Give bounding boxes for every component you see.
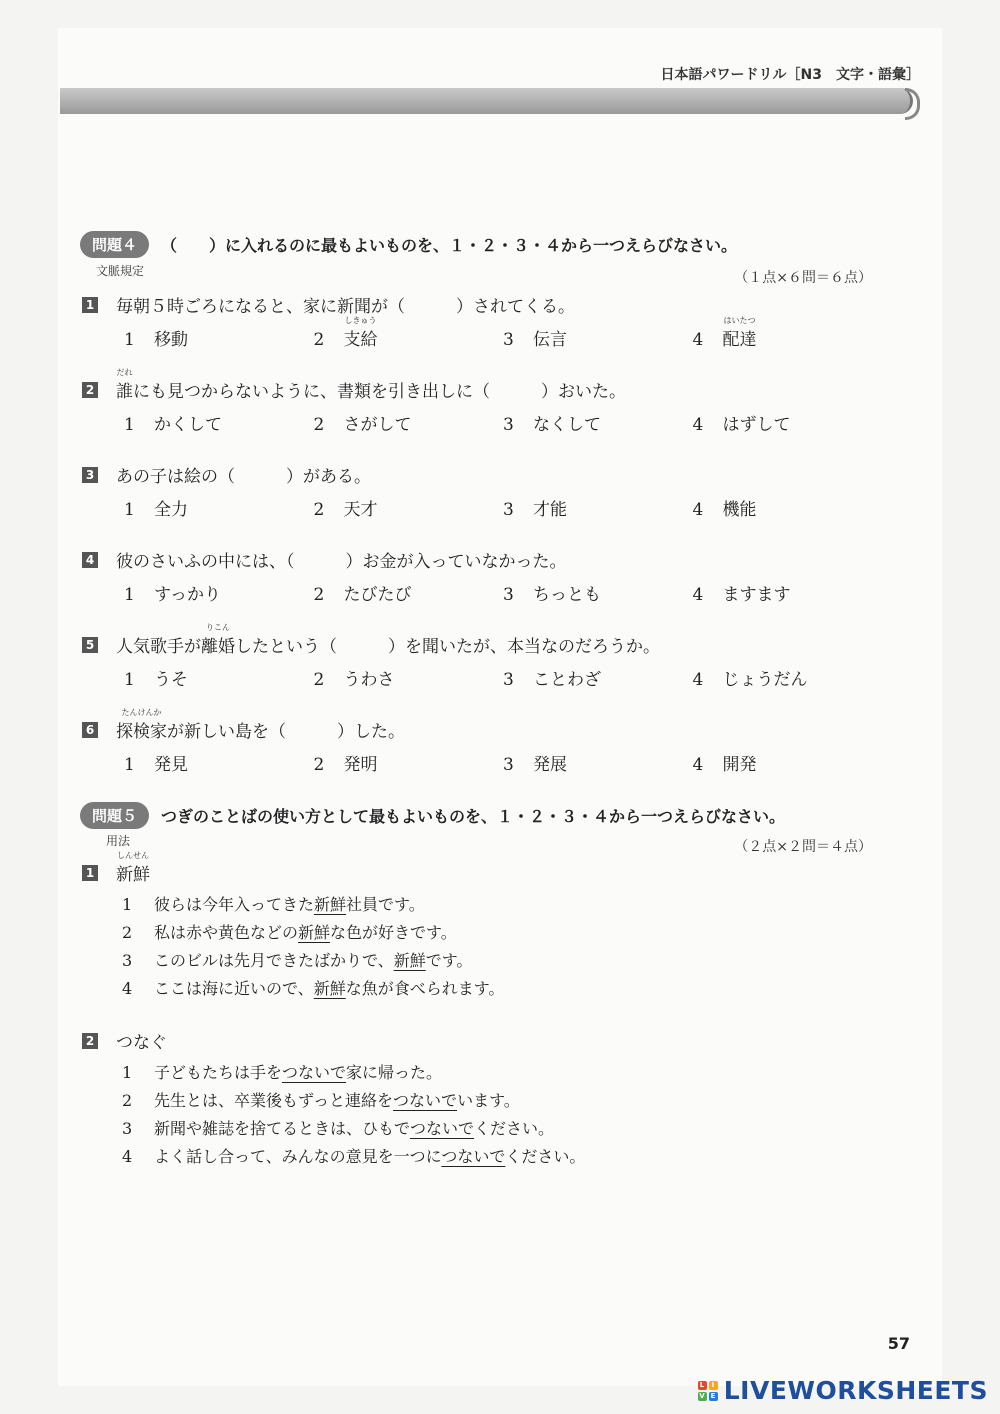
question-stem: 彼のさいふの中には、（ ）お金が入っていなかった。 [116,552,567,572]
question-4-6 [82,708,882,775]
question-stem: 毎朝５時ごろになると、家に新聞が（ ）されてくる。 [116,297,575,317]
liveworksheets-logo[interactable] [698,1376,988,1405]
usage-option[interactable]: 1 子どもたちは手をつないで家に帰った。 [122,1063,443,1082]
choice[interactable]: 2 さがして [313,415,412,435]
question-stem: だれ 誰にも見つからないように、書類を引き出しに（ ）おいた。 [116,368,626,402]
choice[interactable]: 1 全力 [124,500,188,520]
question-stem: 人気歌手が りこん 離婚したという（ ）を聞いたが、本当なのだろうか。 [116,623,660,657]
choice[interactable]: 1 発見 [124,755,188,775]
usage-option[interactable]: 1 彼らは今年入ってきた新鮮社員です。 [122,895,425,914]
target-word: つなぐ [116,1033,167,1053]
choice[interactable]: 1 すっかり [124,585,221,605]
section5-heading [80,802,785,829]
question-4-5 [82,623,882,690]
page-number: 57 [887,1334,910,1353]
usage-option[interactable]: 3 このビルは先月できたばかりで、新鮮です。 [122,951,473,970]
section4-category: 文脈規定 [96,264,145,278]
choice[interactable]: 3 なくして [503,415,601,435]
choice[interactable]: 3 才能 [503,500,567,520]
question-4-4 [82,547,882,605]
choice[interactable]: 3 伝言 [503,330,567,350]
usage-option[interactable]: 4 よく話し合って、みんなの意見を一つにつないでください。 [122,1147,586,1166]
choice[interactable]: 4 ますます [692,585,791,605]
question-4-1 [82,292,882,350]
question-5-1 [82,851,882,1003]
question-number: 1 [82,865,98,881]
choice[interactable]: 2 しきゅう 支給 [313,316,378,350]
choice-list [124,316,882,350]
question-stem: あの子は絵の（ ）がある。 [116,467,371,487]
logo-mark-icon: L I V E [699,1380,716,1400]
question-number: 2 [82,382,98,398]
question-number: 6 [82,722,98,738]
choice-list [124,495,882,520]
choice-list [124,665,882,690]
choice[interactable]: 3 発展 [503,755,567,775]
question-number: 2 [82,1033,98,1049]
usage-option[interactable]: 4 ここは海に近いので、新鮮な魚が食べられます。 [122,979,505,998]
choice[interactable]: 4 はいたつ 配達 [692,316,757,350]
question-number: 5 [82,637,98,653]
question-4-2 [82,368,882,435]
choice-list [124,410,882,435]
choice[interactable]: 2 たびたび [313,585,412,605]
section5-instruction: つぎのことばの使い方として最もよいものを、１・２・３・４から一つえらびなさい。 [161,807,786,826]
question-5-2 [82,1028,882,1171]
brand-text: LIVEWORKSHEETS [723,1376,988,1405]
section5-badge: 問題５ [80,802,149,829]
question-number: 1 [82,297,98,313]
usage-options [122,1059,882,1171]
choice[interactable]: 1 うそ [124,670,188,690]
choice[interactable]: 4 はずして [692,415,791,435]
section4-badge: 問題４ [80,231,149,258]
section4-instruction: （ ）に入れるのに最もよいものを、１・２・３・４から一つえらびなさい。 [161,236,738,255]
choice[interactable]: 2 天才 [313,500,378,520]
usage-option[interactable]: 2 先生とは、卒業後もずっと連絡をつないでいます。 [122,1091,520,1110]
choice[interactable]: 2 うわさ [313,670,395,690]
usage-option[interactable]: 2 私は赤や黄色などの新鮮な色が好きです。 [122,923,457,942]
question-number: 3 [82,467,98,483]
choice[interactable]: 1 かくして [124,415,222,435]
question-stem: たんけんか 探検家が新しい島を（ ）した。 [116,708,405,742]
section4-score: （１点×６問＝６点） [734,270,872,286]
choice[interactable]: 1 移動 [124,330,188,350]
choice[interactable]: 3 ことわざ [503,670,601,690]
book-title: 日本語パワードリル［N3 文字・語彙］ [660,67,920,83]
usage-option[interactable]: 3 新聞や雑誌を捨てるときは、ひもでつないでください。 [122,1119,555,1138]
choice[interactable]: 3 ちっとも [503,585,601,605]
choice[interactable]: 4 じょうだん [692,670,808,690]
choice[interactable]: 2 発明 [313,755,378,775]
usage-options [122,891,882,1003]
question-number: 4 [82,552,98,568]
choice[interactable]: 4 開発 [692,755,757,775]
choice-list [124,580,882,605]
choice-list [124,750,882,775]
section4-heading [80,231,737,258]
section5-category: 用法 [106,834,131,848]
choice[interactable]: 4 機能 [692,500,757,520]
target-word: しんせん 新鮮 [116,851,150,885]
section5-score: （２点×２問＝４点） [734,839,872,855]
question-4-3 [82,462,882,520]
header-bar [60,88,913,114]
